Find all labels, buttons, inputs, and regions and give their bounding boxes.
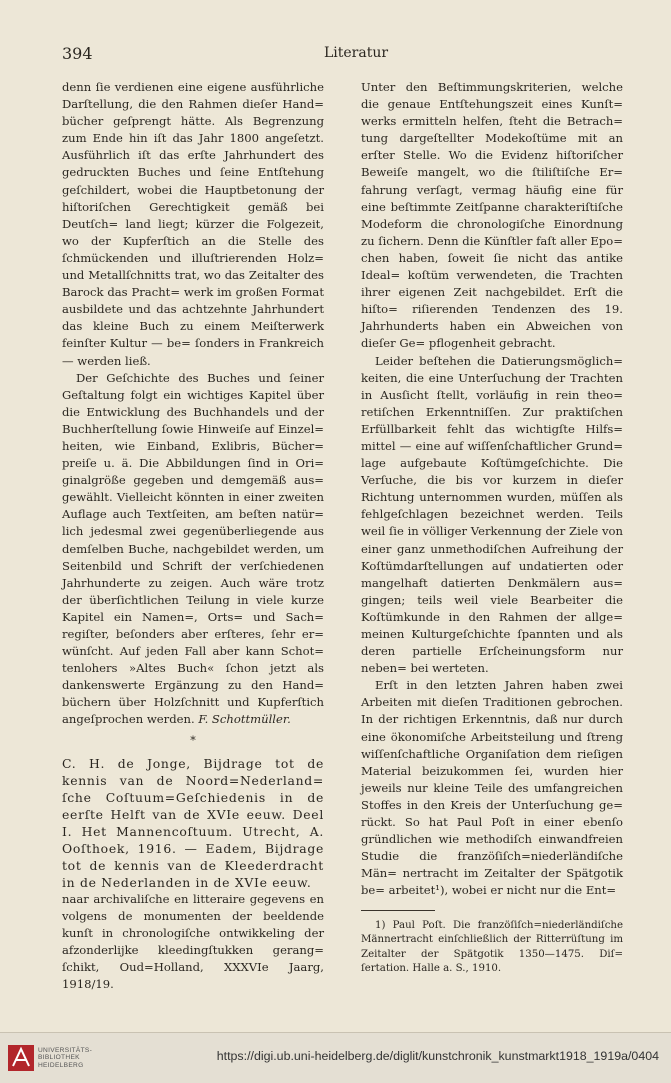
paragraph: denn ſie verdienen eine eigene ausführliche Darſtellung, die den Rahmen dieſer Hand= bücher geſprengt hätte. Als Begrenzung zum Ende hin iſt das Jahr 1800 angeſetzt. Ausführlich iſt das erſte Jahrhundert des gedruckten Buches und ſeine Entſtehung geſchildert, wobei die Hauptbetonung der hiſtoriſchen Gerechtigkeit gemäß bei Deutſch= land liegt; kürzer die Folgezeit, wo der Kupferſtich an die Stelle des ſchmückenden und illuſtrierenden Holz= und Metallſchnitts trat, wo das Zeitalter des Barock das Pracht= werk im großen Format ausbildete und das achtzehnte Jahrhundert das kleine Buch zu einem Meiſterwerk feinſter Kultur — be= ſonders in Frankreich — werden ließ. <box>62 80 324 368</box>
review-heading-cont: naar archivaliſche en litteraire gegevens en volgens de monumenten der beeldende kunſt in chronologiſche ontwikkeling der afzonderlijke kleedingſtukken gerang= ſchikt, Oud=Holland, XXXVIe Jaarg, 1918/19. <box>62 891 324 992</box>
footnote-text: 1) Paul Poſt. Die franzöſiſch=niederländiſche Männertracht einſchließlich der Ritterrüſtung im Zeitalter der Spätgotik 1350—1475. Diſ= ſertation. Halle a. S., 1910. <box>361 919 623 975</box>
page-number: 394 <box>62 44 93 63</box>
source-url-link[interactable]: https://digi.ub.uni-heidelberg.de/diglit/kunstchronik_kunstmarkt1918_1919a/0404 <box>216 1049 659 1063</box>
footnote <box>361 919 623 977</box>
section-separator: * <box>190 733 196 747</box>
right-column <box>361 79 623 977</box>
paragraph <box>62 370 324 729</box>
footnote-rule <box>361 910 435 911</box>
paragraph: Erſt in den letzten Jahren haben zwei Arbeiten mit dieſen Traditionen gebrochen. In der richtigen Erkenntnis, daß nur durch eine ökonomiſche Arbeitsteilung und ſtreng wiſſenſchaftliche Organiſation dem rieſigen Material beizukommen ſei, wurden hier jeweils nur kleine Teile des umfangreichen Stoffes in den Kreis der Unterſuchung ge= rückt. So hat Paul Poſt in einer ebenſo gründlichen wie methodiſch einwandfreien Studie die franzöſiſch=niederländiſche Män= nertracht im Zeitalter der Spätgotik be= arbeitet¹), wobei er nicht nur die Ent= <box>361 678 623 898</box>
paragraph-text: Der Geſchichte des Buches und ſeiner Geſtaltung folgt ein wichtiges Kapitel über die Entwicklung des Buchhandels und der Buchherſtellung ſowie Hinweiſe auf Einzel= heiten, wie Einband, Exlibris, Bücher= preiſe u. ä. Die Abbildungen ſind in Ori= ginalgröße gegeben und demgemäß aus= gewählt. Vielleicht könnten in einer zweiten Auflage auch Textſeiten, am beſten natür= lich jedesmal zwei gegenüberliegende aus demſelben Buche, nachgebildet werden, um Seitenbild und Schrift der verſchiedenen Jahrhunderte zu zeigen. Auch wäre trotz der überſichtlichen Teilung in viele kurze Kapitel ein Namen=, Orts= und Sach= regiſter, beſonders aber erſteres, ſehr er= wünſcht. Auf jeden Fall aber kann Schot= tenlohers »Altes Buch« ſchon jetzt als dankenswerte Ergänzung zu den Hand= büchern über Holzſchnitt und Kupferſtich angeſprochen werden. <box>62 370 324 727</box>
logo-line: UNIVERSITÄTS- <box>38 1047 93 1054</box>
running-title: Literatur <box>324 45 389 61</box>
library-logo-icon <box>6 1043 36 1073</box>
paragraph: Unter den Beſtimmungskriterien, welche die genaue Entſtehungszeit eines Kunſt= werks ermitteln helfen, ſteht die Betrach= tung dargeſtellter Modekoſtüme mit an erſter Stelle. Wo die Evidenz hiſtoriſcher Beweiſe mangelt, wo die ſtiliſtiſche Er= fahrung verſagt, vermag häufig eine für eine beſtimmte Zeitſpanne charakteriſtiſche Modeform die chronologiſche Einordnung zu ſichern. Denn die Künſtler faſt aller Epo= chen haben, ſoweit ſie nicht das antike Ideal= koſtüm verwendeten, die Trachten ihrer eigenen Zeit nachgebildet. Erſt die hiſto= riſierenden Tendenzen des 19. Jahrhunderts haben ein Abweichen von dieſer Ge= pflogenheit gebracht. <box>361 80 623 351</box>
review-heading: C. H. de Jonge, Bijdrage tot de kennis van de Noord=Nederland= ſche Coſtuum=Geſchiedenis in de eerſte Helft van de XVIe eeuw. Deel I. Het Mannencoſtuum. Utrecht, A. Ooſthoek, 1916. — Eadem, Bijdrage tot de kennis van de Kleederdracht in de Nederlanden in de XVIe eeuw. <box>62 755 324 890</box>
paragraph: Leider beſtehen die Datierungsmöglich= keiten, die eine Unterſuchung der Trachten in Ausſicht ſtellt, vorläufig in rein theo= retiſchen Erkenntniſſen. Zur praktiſchen Erfüllbarkeit fehlt das wichtigſte Hilfs= mittel — eine auf wiſſenſchaftlicher Grund= lage aufgebaute Koſtümgeſchichte. Die Verſuche, die bis vor kurzem in dieſer Richtung unternommen wurden, müſſen als fehlgeſchlagen bezeichnet werden. Teils weil ſie in völliger Verkennung der Ziele von einer ganz unmethodiſchen Aufreihung der Koſtümdarſtellungen auf undatierten oder mangelhaft datierten Denkmälern aus= gingen; teils weil viele Bearbeiter die Koſtümkunde in den Rahmen der allge= meinen Kulturgeſchichte ſpannten und als deren partielle Erſcheinungsform nur neben= bei werteten. <box>361 353 623 676</box>
page-header <box>62 44 601 66</box>
library-logo-text <box>38 1047 92 1069</box>
viewer-footer <box>0 1032 671 1083</box>
left-column <box>62 79 324 993</box>
logo-line: BIBLIOTHEK <box>38 1054 80 1062</box>
review-signature: F. Schottmüller. <box>198 712 291 727</box>
logo-line: HEIDELBERG <box>38 1061 84 1069</box>
